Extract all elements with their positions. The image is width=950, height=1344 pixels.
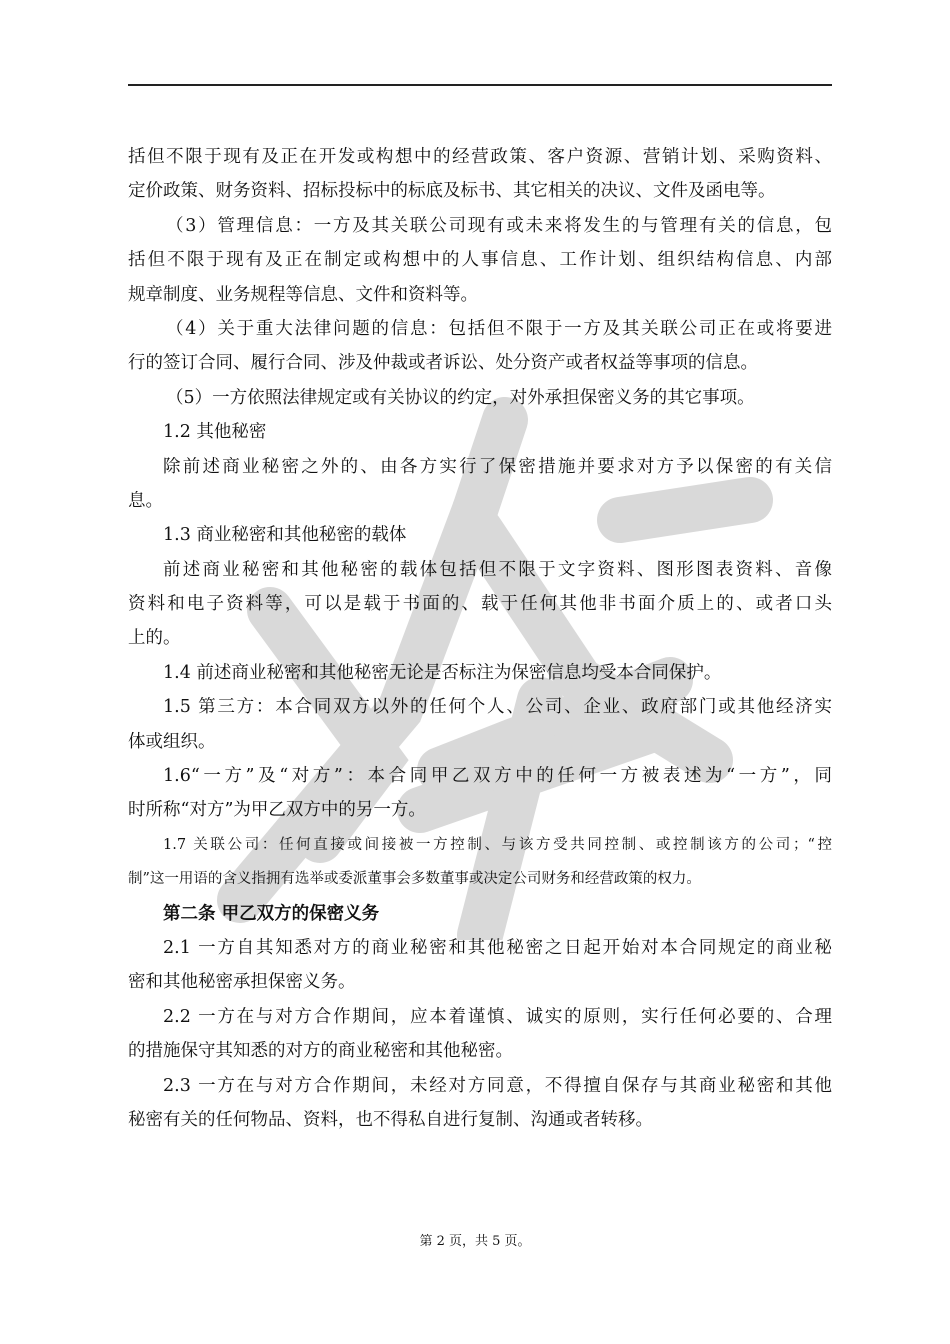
paragraph-line: 体或组织。 (128, 731, 216, 752)
paragraph-line: 前述商业秘密和其他秘密的载体包括但不限于文字资料、图形图表资料、音像 (163, 559, 832, 580)
paragraph-line: （4）关于重大法律问题的信息：包括但不限于一方及其关联公司正在或将要进 (166, 318, 832, 339)
paragraph-line: 上的。 (128, 628, 181, 649)
paragraph-line: 密和其他秘密承担保密义务。 (128, 972, 356, 993)
paragraph-line: 时所称“对方”为甲乙双方中的另一方。 (128, 800, 426, 821)
article-heading: 第二条 甲乙双方的保密义务 (163, 903, 380, 924)
paragraph-line: 括但不限于现有及正在制定或构想中的人事信息、工作计划、组织结构信息、内部 (128, 250, 832, 271)
paragraph-line: 1.4 前述商业秘密和其他秘密无论是否标注为保密信息均受本合同保护。 (163, 662, 722, 683)
paragraph-line: 息。 (128, 490, 163, 511)
paragraph-line: 2.2 一方在与对方合作期间，应本着谨慎、诚实的原则，实行任何必要的、合理 (163, 1006, 832, 1027)
paragraph-line: 定价政策、财务资料、招标投标中的标底及标书、其它相关的决议、文件及函电等。 (128, 181, 776, 202)
paragraph-line: 秘密有关的任何物品、资料，也不得私自进行复制、沟通或者转移。 (128, 1109, 653, 1130)
document-body (128, 140, 832, 1137)
paragraph-line: 资料和电子资料等，可以是载于书面的、载于任何其他非书面介质上的、或者口头 (128, 594, 832, 615)
paragraph-line: （3）管理信息：一方及其关联公司现有或未来将发生的与管理有关的信息，包 (166, 215, 832, 236)
paragraph-line: 制”这一用语的含义指拥有选举或委派董事会多数董事或决定公司财务和经营政策的权力。 (128, 871, 701, 888)
paragraph-line: 2.1 一方自其知悉对方的商业秘密和其他秘密之日起开始对本合同规定的商业秘 (163, 937, 832, 958)
paragraph-line: 规章制度、业务规程等信息、文件和资料等。 (128, 284, 478, 305)
paragraph-line: 1.6“一方”及“对方”：本合同甲乙双方中的任何一方被表述为“一方”，同 (163, 766, 832, 787)
paragraph-line: 的措施保守其知悉的对方的商业秘密和其他秘密。 (128, 1041, 513, 1062)
paragraph-line: 括但不限于现有及正在开发或构想中的经营政策、客户资源、营销计划、采购资料、 (128, 147, 832, 167)
section-heading: 1.2 其他秘密 (163, 422, 267, 443)
paragraph-line: （5）一方依照法律规定或有关协议的约定，对外承担保密义务的其它事项。 (166, 387, 755, 408)
paragraph-line: 1.7 关联公司：任何直接或间接被一方控制、与该方受共同控制、或控制该方的公司；“控 (163, 836, 832, 853)
paragraph-line: 1.5 第三方：本合同双方以外的任何个人、公司、企业、政府部门或其他经济实 (163, 697, 832, 718)
section-heading: 1.3 商业秘密和其他秘密的载体 (163, 525, 407, 546)
page-footer: 第 2 页，共 5 页。 (419, 1234, 531, 1249)
paragraph-line: 2.3 一方在与对方合作期间，未经对方同意，不得擅自保存与其商业秘密和其他 (163, 1075, 832, 1096)
header-rule (128, 84, 832, 86)
paragraph-line: 行的签订合同、履行合同、涉及仲裁或者诉讼、处分资产或者权益等事项的信息。 (128, 353, 758, 374)
paragraph-line: 除前述商业秘密之外的、由各方实行了保密措施并要求对方予以保密的有关信 (163, 456, 832, 477)
